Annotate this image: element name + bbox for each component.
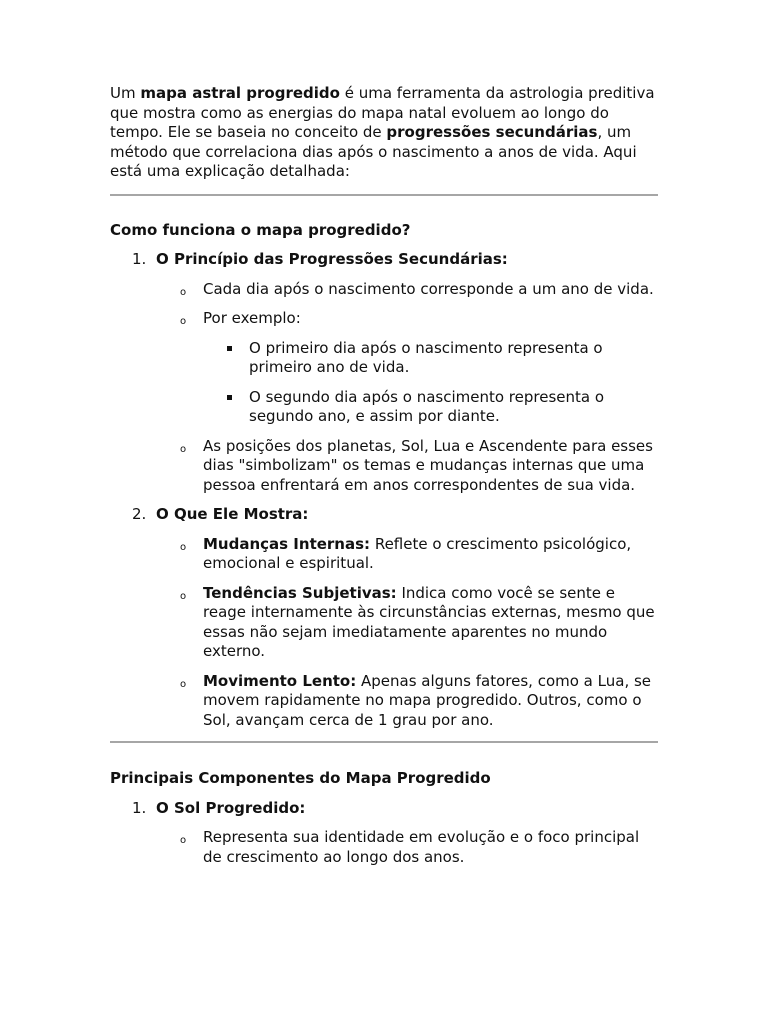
sub-bullet [110, 828, 658, 867]
sub-bullet-text: Representa sua identidade em evolução e o foco principal de crescimento ao longo dos anos. [203, 828, 640, 866]
circle-bullet-icon: o [180, 590, 187, 602]
square-bullet-text: O segundo dia após o nascimento representa o segundo ano, e assim por diante. [249, 387, 605, 425]
document-page [110, 84, 658, 867]
sub-bullet [110, 437, 658, 496]
square-bullet-icon [227, 395, 232, 400]
section-heading: Como funciona o mapa progredido? [110, 220, 411, 239]
item-number: 1. [132, 798, 147, 817]
item-title: O Que Ele Mostra: [156, 505, 309, 523]
horizontal-rule [110, 741, 658, 743]
sub-bullet-bold: Tendências Subjetivas: [203, 583, 397, 602]
horizontal-rule [110, 194, 658, 196]
sub-bullet [110, 672, 658, 731]
numbered-item [110, 505, 658, 525]
item-title: O Princípio das Progressões Secundárias: [156, 250, 508, 268]
sub-bullet-text: As posições dos planetas, Sol, Lua e Ascendente para esses dias "simbolizam" os temas e mudanças internas que uma pessoa enfrentará em anos correspondentes de sua vida. [203, 436, 653, 494]
intro-text-1: Um [110, 84, 141, 102]
intro-text-2: é uma ferramenta da astrologia preditiva que mostra como as energias do mapa natal evoluem ao longo do tempo. Ele se baseia no conceito de [110, 84, 655, 141]
circle-bullet-icon: o [180, 286, 187, 298]
sub-bullet-bold: Movimento Lento: [203, 671, 357, 690]
sub-bullet-plain: Indica como você se sente e reage internamente às circunstâncias externas, mesmo que essas não sejam imediatamente aparentes no mundo externo. [203, 583, 655, 660]
square-bullet-item [110, 388, 658, 427]
square-bullet-item [110, 339, 658, 378]
sub-bullet [110, 535, 658, 574]
intro-text-3: , um método que correlaciona dias após o nascimento a anos de vida. Aqui está uma explicação detalhada: [110, 123, 637, 180]
sub-bullet-text: Por exemplo: [203, 309, 301, 327]
item-number: 1. [132, 250, 147, 268]
sub-bullet-plain: Apenas alguns fatores, como a Lua, se movem rapidamente no mapa progredido. Outros, como o Sol, avançam cerca de 1 grau por ano. [203, 671, 652, 729]
circle-bullet-icon: o [180, 541, 187, 553]
square-bullet-text: O primeiro dia após o nascimento representa o primeiro ano de vida. [249, 338, 603, 376]
intro-bold-2: progressões secundárias [386, 123, 598, 141]
item-number: 2. [132, 505, 147, 523]
square-bullet-icon [227, 346, 232, 351]
sub-bullet-text [203, 535, 631, 573]
circle-bullet-icon: o [180, 316, 187, 327]
circle-bullet-icon: o [180, 678, 187, 690]
intro-bold-1: mapa astral progredido [140, 84, 340, 102]
sub-bullet-text [203, 672, 651, 729]
sub-bullet-plain: Reflete o crescimento psicológico, emocional e espiritual. [203, 534, 632, 572]
item-title: O Sol Progredido: [156, 798, 306, 817]
numbered-item [110, 799, 658, 819]
numbered-item [110, 250, 658, 270]
sub-bullet-bold: Mudanças Internas: [203, 534, 371, 553]
section-heading: Principais Componentes do Mapa Progredido [110, 769, 491, 787]
sub-bullet [110, 584, 658, 662]
sub-bullet-text: Cada dia após o nascimento corresponde a um ano de vida. [203, 279, 654, 298]
circle-bullet-icon: o [180, 835, 187, 846]
intro-paragraph [110, 84, 658, 182]
sub-bullet-text [203, 584, 655, 661]
sub-bullet [110, 309, 658, 329]
sub-bullet [110, 280, 658, 300]
circle-bullet-icon: o [180, 443, 187, 455]
